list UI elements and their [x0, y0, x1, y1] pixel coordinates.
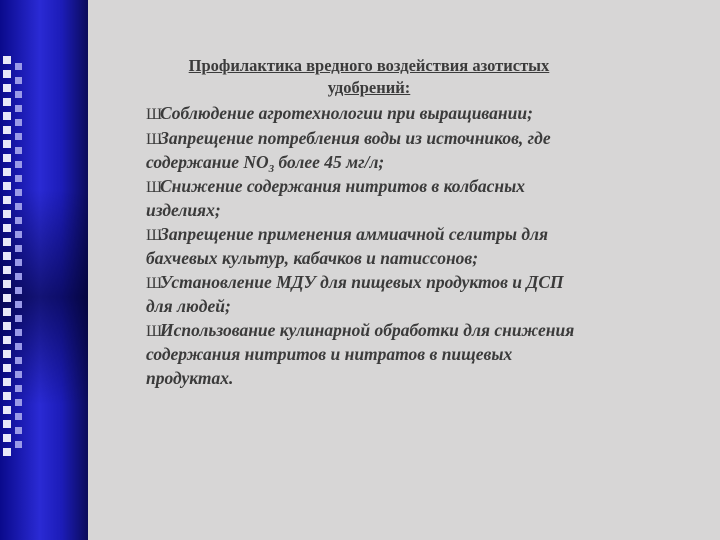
- list-item-text: Соблюдение агротехнологии при выращивании;: [160, 103, 533, 123]
- slide-content: [146, 55, 592, 390]
- list-item-text: Использование кулинарной обработки для снижения содержания нитритов и нитратов в пищевых продуктах.: [146, 319, 575, 388]
- decorative-square: [3, 70, 11, 78]
- decorative-square: [3, 182, 11, 190]
- decorative-square: [3, 112, 11, 120]
- bullet-icon: Ш: [146, 322, 163, 340]
- bullet-icon: Ш: [146, 178, 163, 196]
- bullet-icon: Ш: [146, 226, 163, 244]
- decorative-square: [15, 287, 22, 294]
- list-item: [146, 319, 592, 391]
- decorative-square: [15, 259, 22, 266]
- decorative-square: [15, 399, 22, 406]
- decorative-square: [15, 217, 22, 224]
- list-item: [146, 223, 592, 271]
- list-item-text: Запрещение потребления воды из источников, где содержание NO: [146, 127, 551, 172]
- decorative-square: [3, 154, 11, 162]
- decorative-square: [15, 441, 22, 448]
- list-item-text: Установление МДУ для пищевых продуктов и ДСП для людей;: [146, 271, 564, 316]
- decorative-square: [3, 434, 11, 442]
- decorative-square: [15, 343, 22, 350]
- list-item: [146, 175, 592, 223]
- decorative-square: [15, 231, 22, 238]
- decorative-square: [3, 266, 11, 274]
- decorative-square: [15, 147, 22, 154]
- decorative-square: [15, 161, 22, 168]
- decorative-square: [15, 175, 22, 182]
- subscript-text: 3: [268, 163, 275, 175]
- decorative-square: [3, 252, 11, 260]
- decorative-square: [15, 273, 22, 280]
- decorative-square: [15, 189, 22, 196]
- decorative-square: [3, 140, 11, 148]
- bullet-icon: Ш: [146, 130, 163, 148]
- decorative-left-band: [0, 0, 88, 540]
- decorative-square: [15, 105, 22, 112]
- decorative-square: [3, 280, 11, 288]
- decorative-square: [3, 420, 11, 428]
- decorative-square: [15, 301, 22, 308]
- list-item: [146, 127, 592, 175]
- decorative-squares-column-secondary: [15, 63, 22, 455]
- slide-title: Профилактика вредного воздействия азотистых удобрений:: [188, 56, 550, 97]
- decorative-square: [3, 168, 11, 176]
- decorative-square: [15, 329, 22, 336]
- decorative-square: [3, 56, 11, 64]
- decorative-square: [3, 196, 11, 204]
- decorative-square: [3, 406, 11, 414]
- decorative-square: [3, 378, 11, 386]
- list-item: [146, 102, 592, 127]
- decorative-square: [15, 371, 22, 378]
- decorative-square: [3, 210, 11, 218]
- decorative-square: [15, 427, 22, 434]
- decorative-square: [3, 350, 11, 358]
- list-item: [146, 271, 592, 319]
- decorative-square: [15, 357, 22, 364]
- decorative-square: [15, 77, 22, 84]
- decorative-square: [3, 224, 11, 232]
- list-item-text: Запрещение применения аммиачной селитры для бахчевых культур, кабачков и патиссонов;: [146, 223, 549, 268]
- decorative-square: [15, 245, 22, 252]
- decorative-square: [3, 126, 11, 134]
- decorative-square: [3, 322, 11, 330]
- decorative-square: [3, 98, 11, 106]
- decorative-square: [3, 364, 11, 372]
- decorative-square: [15, 203, 22, 210]
- decorative-square: [3, 238, 11, 246]
- decorative-square: [3, 294, 11, 302]
- decorative-square: [15, 91, 22, 98]
- decorative-square: [3, 448, 11, 456]
- decorative-square: [3, 392, 11, 400]
- decorative-square: [3, 84, 11, 92]
- decorative-square: [15, 413, 22, 420]
- list-item-text-continuation: более 45 мг/л;: [274, 152, 385, 172]
- bullet-icon: Ш: [146, 274, 163, 292]
- decorative-square: [15, 133, 22, 140]
- decorative-square: [3, 336, 11, 344]
- bullet-icon: Ш: [146, 106, 163, 123]
- decorative-squares-column: [3, 56, 11, 462]
- list-item-text: Снижение содержания нитритов в колбасных изделиях;: [146, 175, 525, 220]
- decorative-square: [15, 119, 22, 126]
- decorative-square: [15, 315, 22, 322]
- decorative-square: [15, 63, 22, 70]
- decorative-square: [15, 385, 22, 392]
- decorative-square: [3, 308, 11, 316]
